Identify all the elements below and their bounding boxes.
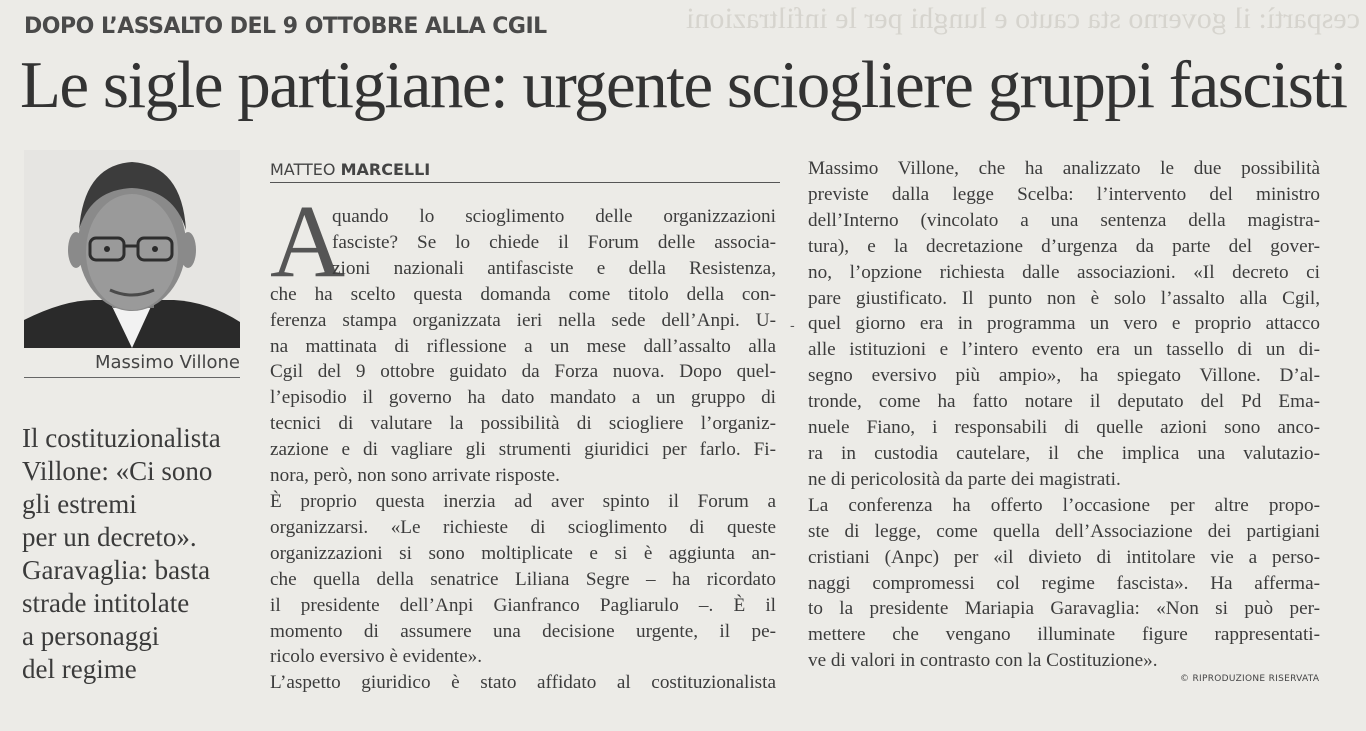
body-line: momento di assumere una decisione urgente, il pe- — [270, 620, 776, 642]
body-line: La conferenza ha offerto l’occasione per altre propo- — [808, 494, 1320, 516]
body-line: nora, però, non sono arrivate risposte. — [270, 465, 560, 487]
body-line: quel giorno era in programma un vero e proprio attacco — [808, 313, 1320, 335]
body-line: segno eversivo più ampio», ha spiegato Villone. D’al- — [808, 365, 1320, 387]
body-line: Cgil del 9 ottobre guidato da Forza nuova. Dopo quel- — [270, 361, 776, 383]
copyright-notice: © RIPRODUZIONE RISERVATA — [1180, 674, 1320, 684]
photo-caption: Massimo Villone — [24, 352, 240, 378]
portrait-photo — [24, 150, 240, 348]
drop-cap: A — [270, 184, 346, 299]
body-line: tura), e la decretazione d’urgenza da parte del gover- — [808, 235, 1320, 257]
byline-first-name: MATTEO — [270, 160, 336, 179]
body-line: to la presidente Mariapia Garavaglia: «Non si può per- — [808, 598, 1320, 620]
body-line: tecnici di valutare la possibilità di sciogliere l’organiz- — [270, 413, 776, 435]
body-line: fasciste? Se lo chiede il Forum delle associa- — [332, 231, 776, 253]
body-line: mettere che vengano illuminate figure rappresentati- — [808, 624, 1320, 646]
pull-quote-line: Il costituzionalista — [22, 423, 221, 453]
pull-quote-line: strade intitolate — [22, 588, 190, 618]
byline — [270, 160, 780, 183]
bleed-through-text: cespartì: il governo sta cauto e lunghi per le infiltrazioni — [686, 2, 1360, 35]
body-line: Massimo Villone, che ha analizzato le due possibilità — [808, 158, 1320, 179]
pull-quote-line: Garavaglia: basta — [22, 555, 211, 585]
pull-quote — [22, 422, 247, 686]
body-line: l’episodio il governo ha dato mandato a un gruppo di — [270, 387, 776, 409]
body-line: na mattinata di riflessione a un mese dall’assalto alla — [270, 335, 776, 357]
body-line: organizzazioni si sono moltiplicate e si è aggiunta an- — [270, 542, 776, 564]
byline-last-name: MARCELLI — [340, 160, 431, 179]
article-column-2 — [808, 156, 1320, 674]
body-line: che quella della senatrice Liliana Segre – ha ricordato — [270, 568, 776, 590]
body-line: ste di legge, come quella dell’Associazione dei partigiani — [808, 520, 1320, 542]
body-line: naggi compromessi col regime fascista». Ha afferma- — [808, 572, 1320, 594]
pull-quote-line: a personaggi — [22, 621, 160, 651]
body-line: ne di pericolosità da parte dei magistrati. — [808, 468, 1121, 490]
body-line: L’aspetto giuridico è stato affidato al costituzionalista — [270, 672, 776, 694]
body-line: dell’Interno (vincolato a una sentenza della magistra- — [808, 209, 1320, 231]
article-column-1 — [270, 184, 776, 696]
body-line: il presidente dell’Anpi Gianfranco Pagliarulo –. È il — [270, 594, 776, 616]
body-line: organizzarsi. «Le richieste di scioglimento di queste — [270, 516, 776, 538]
body-line: zazione e di vagliare gli strumenti giuridici per farlo. Fi- — [270, 439, 776, 461]
body-line: che ha scelto questa domanda come titolo della con- — [270, 283, 776, 305]
body-line: ricolo eversivo è evidente». — [270, 646, 483, 668]
body-line: ve di valori in contrasto con la Costituzione». — [808, 650, 1158, 672]
body-line: pare giustificato. Il punto non è solo l’assalto alla Cgil, — [808, 287, 1320, 309]
column-separator-mark: - — [790, 318, 795, 334]
pull-quote-line: per un decreto». — [22, 522, 197, 552]
pull-quote-line: Villone: «Ci sono — [22, 456, 213, 486]
body-line: zioni nazionali antifasciste e della Resistenza, — [332, 257, 776, 279]
pull-quote-line: gli estremi — [22, 489, 137, 519]
pull-quote-line: del regime — [22, 654, 137, 684]
body-line: quando lo scioglimento delle organizzazioni — [332, 206, 776, 227]
body-line: no, l’opzione richiesta dalle associazioni. «Il decreto ci — [808, 261, 1320, 283]
portrait-illustration — [24, 150, 240, 348]
body-line: cristiani (Anpc) per «il divieto di intitolare vie a perso- — [808, 546, 1320, 568]
body-line: È proprio questa inerzia ad aver spinto il Forum a — [270, 490, 776, 512]
body-line: alle istituzioni e l’intero evento era un tassello di un di- — [808, 339, 1320, 361]
body-line: nuele Fiano, i responsabili di quelle azioni sono anco- — [808, 417, 1320, 439]
body-line: ferenza stampa organizzata ieri nella sede dell’Anpi. U- — [270, 309, 776, 331]
body-line: previste dalla legge Scelba: l’intervento del ministro — [808, 183, 1320, 205]
headline: Le sigle partigiane: urgente sciogliere gruppi fascisti — [20, 48, 1347, 122]
kicker: DOPO L’ASSALTO DEL 9 OTTOBRE ALLA CGIL — [24, 14, 547, 39]
body-line: tronde, come ha fatto notare il deputato del Pd Ema- — [808, 391, 1320, 413]
body-line: ra in custodia cautelare, il che implica una valutazio- — [808, 442, 1320, 464]
